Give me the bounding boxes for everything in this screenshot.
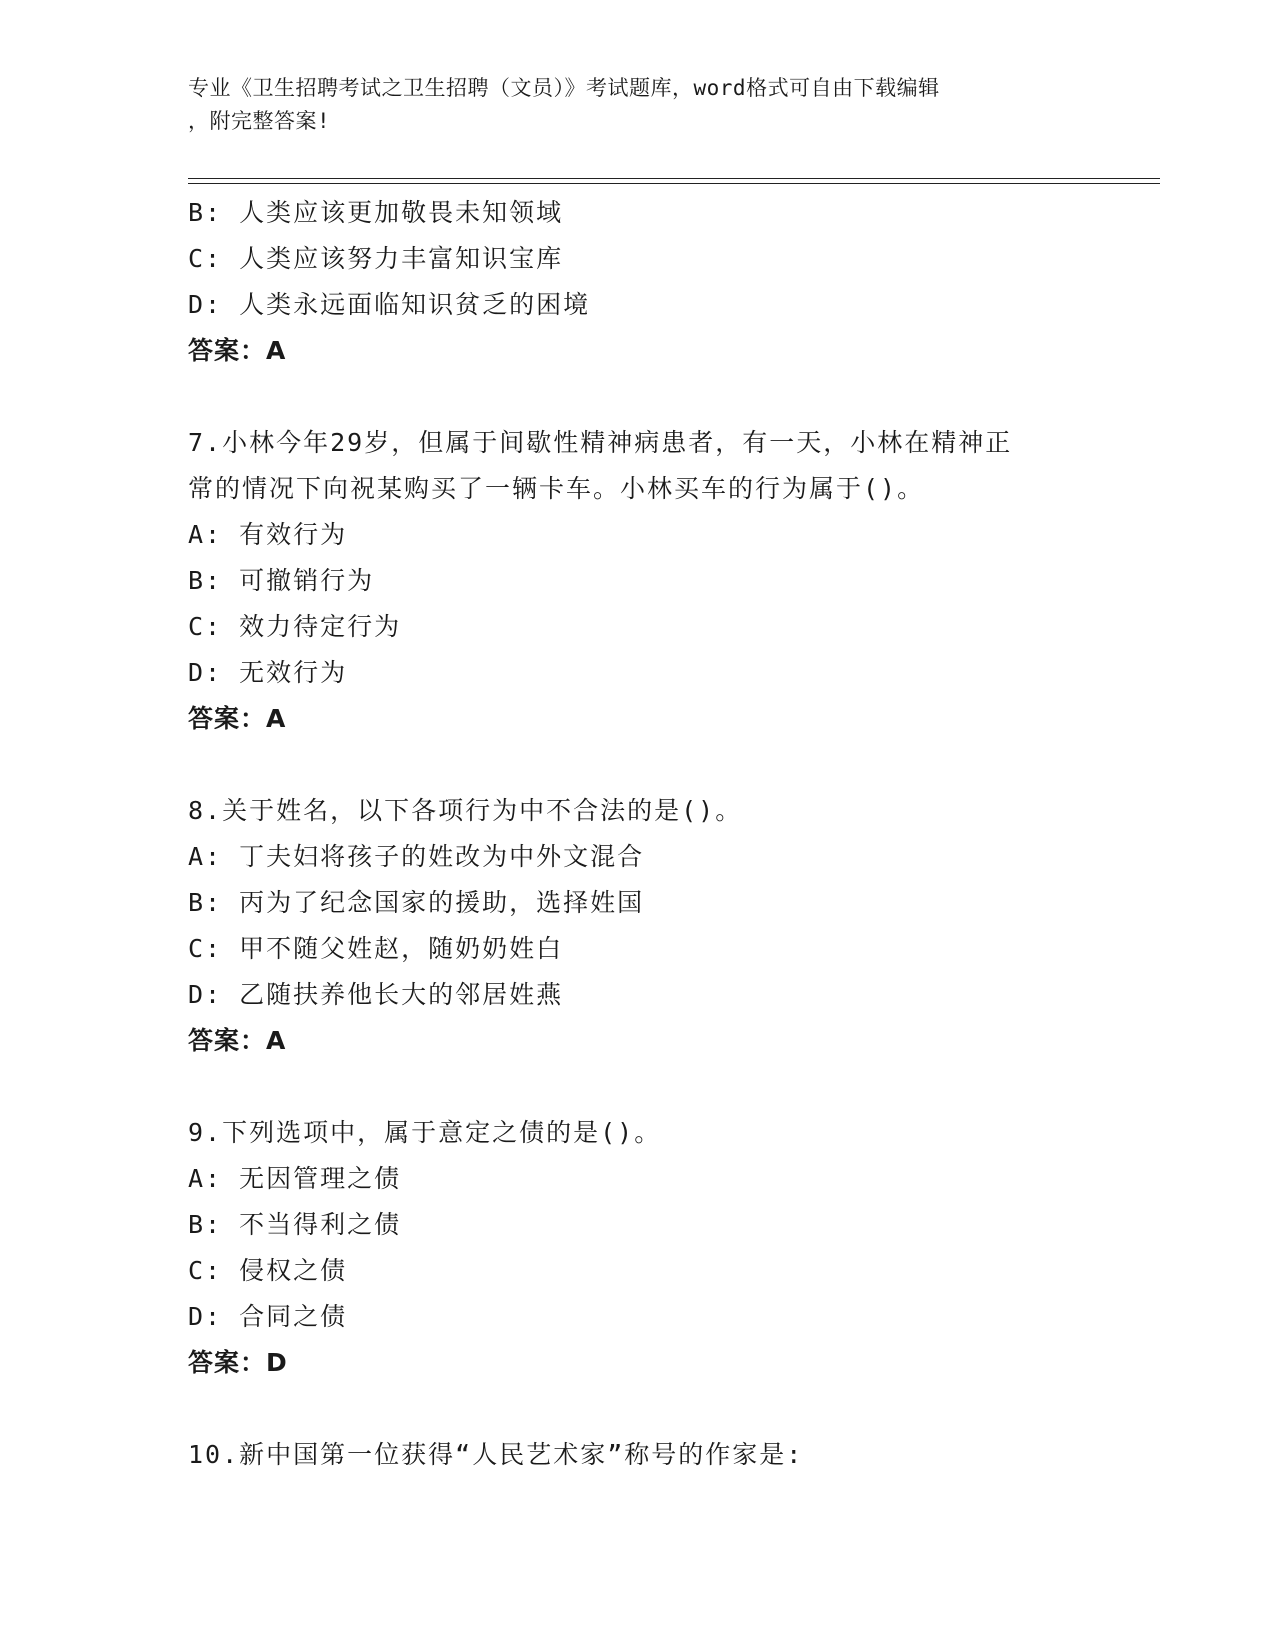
q8-option-d: D: 乙随扶养他长大的邻居姓燕: [188, 980, 564, 1009]
document-header: [188, 72, 1068, 138]
q8-stem: 8.关于姓名，以下各项行为中不合法的是()。: [188, 796, 743, 825]
q7-option-b: B: 可撤销行为: [188, 566, 375, 595]
q7-stem-line-2: 常的情况下向祝某购买了一辆卡车。小林买车的行为属于()。: [188, 474, 925, 503]
q7-answer: 答案：A: [188, 704, 287, 733]
q9-option-d: D: 合同之债: [188, 1302, 348, 1331]
header-divider-bottom: [188, 183, 1160, 184]
q9-option-b: B: 不当得利之债: [188, 1210, 402, 1239]
q9-answer: 答案：D: [188, 1348, 288, 1377]
q6-option-d: D: 人类永远面临知识贫乏的困境: [188, 290, 591, 319]
q9-option-c: C: 侵权之债: [188, 1256, 348, 1285]
q8-answer: 答案：A: [188, 1026, 287, 1055]
q7-option-a: A: 有效行为: [188, 520, 348, 549]
q8-option-b: B: 丙为了纪念国家的援助，选择姓国: [188, 888, 645, 917]
q6-option-b: B: 人类应该更加敬畏未知领域: [188, 198, 564, 227]
header-divider-top: [188, 178, 1160, 179]
q8-option-a: A: 丁夫妇将孩子的姓改为中外文混合: [188, 842, 645, 871]
q9-option-a: A: 无因管理之债: [188, 1164, 402, 1193]
question-body: [188, 190, 1088, 1478]
q8-option-c: C: 甲不随父姓赵，随奶奶姓白: [188, 934, 564, 963]
q6-answer: 答案：A: [188, 336, 287, 365]
q7-option-d: D: 无效行为: [188, 658, 348, 687]
q10-stem: 10.新中国第一位获得“人民艺术家”称号的作家是:: [188, 1440, 804, 1469]
q7-option-c: C: 效力待定行为: [188, 612, 402, 641]
header-line-1: 专业《卫生招聘考试之卫生招聘（文员）》考试题库，word格式可自由下载编辑: [188, 76, 940, 100]
q7-stem-line-1: 7.小林今年29岁，但属于间歇性精神病患者，有一天，小林在精神正: [188, 428, 1013, 457]
q6-option-c: C: 人类应该努力丰富知识宝库: [188, 244, 564, 273]
header-line-2: ，附完整答案!: [188, 109, 331, 133]
q9-stem: 9.下列选项中，属于意定之债的是()。: [188, 1118, 662, 1147]
